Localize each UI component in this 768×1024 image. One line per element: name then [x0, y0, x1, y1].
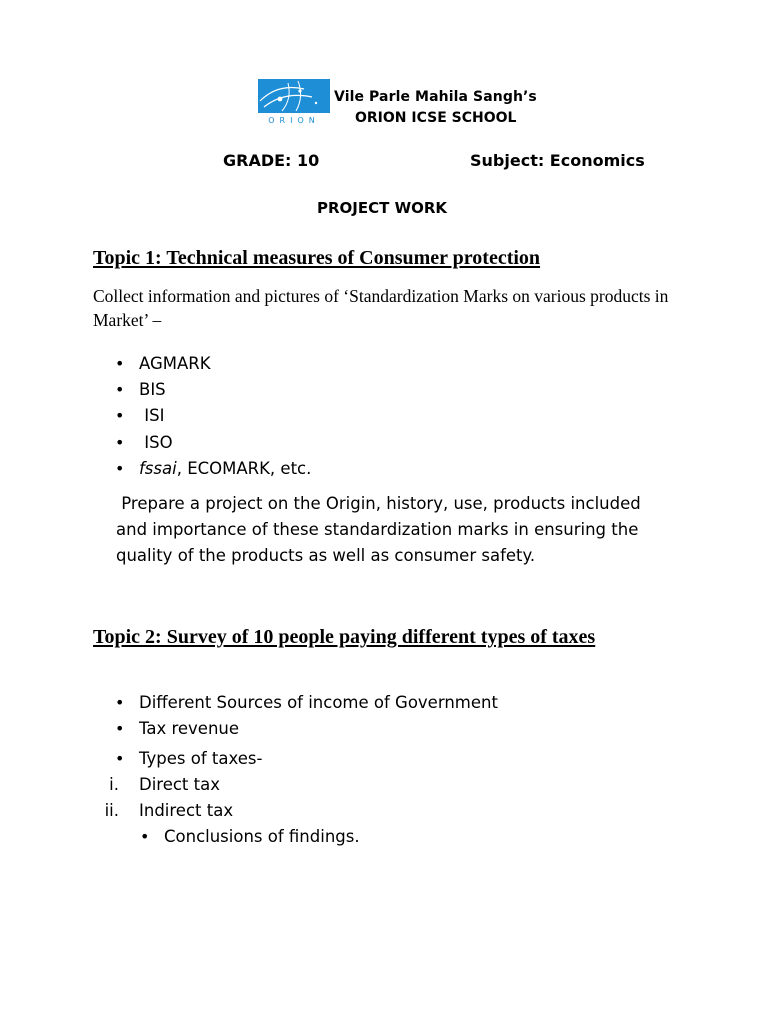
conclusion-list: [140, 825, 360, 851]
list-item: • Types of taxes-: [115, 747, 498, 773]
orion-logo-icon: [258, 79, 330, 125]
list-item: ii. Indirect tax: [104, 801, 234, 820]
list-item: • AGMARK: [115, 352, 311, 378]
standardization-marks-list: [115, 352, 311, 483]
school-line1: Vile Parle Mahila Sangh’s: [334, 89, 537, 105]
bullet-icon: •: [115, 380, 125, 400]
school-logo: [258, 79, 330, 125]
list-item: • Different Sources of income of Government: [115, 691, 498, 717]
list-item: • ISO: [115, 431, 311, 457]
topic2-points-list: [115, 691, 498, 773]
bullet-icon: •: [115, 354, 125, 373]
grade-label: GRADE: 10: [223, 151, 320, 170]
bullet-icon: •: [115, 406, 125, 426]
bullet-icon: •: [140, 827, 150, 846]
school-line2: ORION ICSE SCHOOL: [355, 110, 517, 126]
list-item: • Tax revenue: [115, 717, 498, 743]
bullet-icon: •: [115, 458, 125, 478]
bullet-icon: •: [115, 693, 125, 712]
logo-text: ORION: [268, 116, 320, 125]
bullet-icon: •: [115, 749, 125, 768]
list-item: • ISI: [115, 404, 311, 430]
topic1-intro: Collect information and pictures of ‘Standardization Marks on various products in Market’ –: [93, 286, 669, 330]
list-item: • BIS: [115, 378, 311, 404]
bullet-icon: •: [115, 432, 125, 452]
bullet-icon: •: [115, 719, 125, 738]
list-item: • Conclusions of findings.: [140, 825, 360, 851]
topic1-paragraph: Prepare a project on the Origin, history, use, products included and importance of these standardization marks in ensuring the quality of the products as well as consumer safety.: [116, 494, 646, 565]
subject-label: Subject: Economics: [470, 151, 645, 170]
list-item: i. Direct tax: [109, 775, 220, 794]
topic2-heading: Topic 2: Survey of 10 people paying different types of taxes: [93, 626, 596, 648]
list-item: • fssai, ECOMARK, etc.: [115, 457, 311, 483]
tax-types-list: [85, 773, 233, 825]
topic1-heading: Topic 1: Technical measures of Consumer protection: [93, 247, 541, 269]
project-title: PROJECT WORK: [317, 199, 448, 217]
